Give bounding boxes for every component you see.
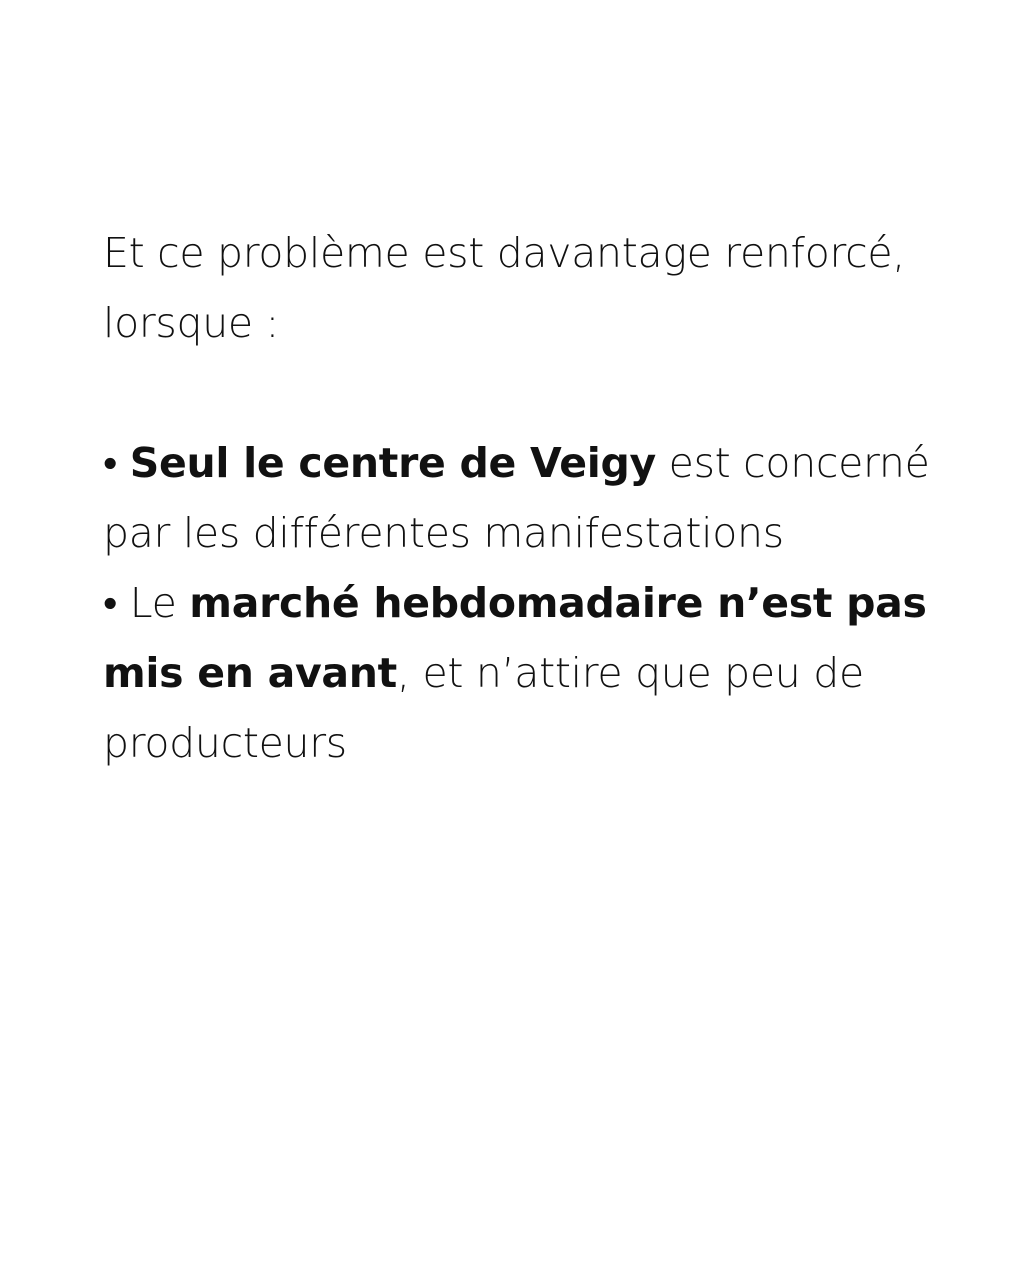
bullet-text: est concerné par les différentes manifestations [103, 439, 930, 557]
bullet-marker: • [103, 439, 118, 487]
bullet-bold-text: Seul le centre de Veigy [129, 439, 656, 487]
bullet-prefix-text: Le [129, 579, 190, 627]
intro-paragraph: Et ce problème est davantage renforcé, lorsque : [103, 229, 906, 347]
bullet-item-veigy [103, 428, 993, 568]
bullet-marker: • [103, 579, 118, 627]
paragraph-spacer [103, 358, 993, 428]
bullet-bold-text: marché hebdomadaire n’est pas mis en avant [103, 579, 927, 697]
bullet-item-marche [103, 568, 993, 778]
bullet-text: , et n’attire que peu de producteurs [103, 649, 864, 767]
text-content [103, 218, 993, 778]
